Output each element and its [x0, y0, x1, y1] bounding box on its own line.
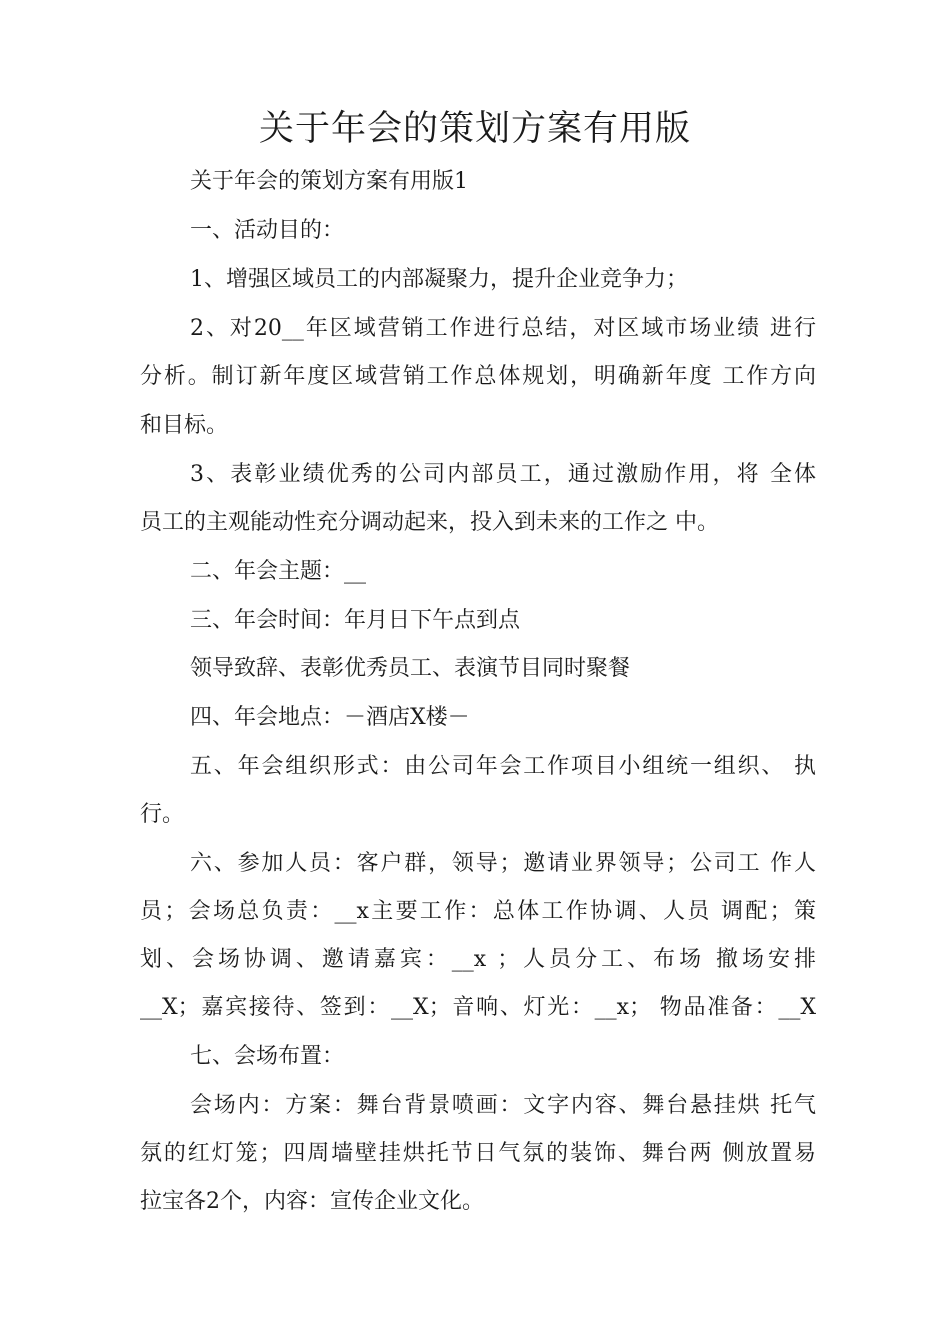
document-subtitle: 关于年会的策划方案有用版1 — [190, 169, 468, 194]
paragraph-line: 员；会场总负责：__x主要工作：总体工作协调、人员 调配；策 — [140, 899, 816, 924]
paragraph-line: 分析。制订新年度区域营销工作总体规划，明确新年度 工作方向 — [140, 364, 816, 389]
paragraph-line: 3、表彰业绩优秀的公司内部员工，通过激励作用，将 全体 — [190, 462, 816, 487]
paragraph-line: __X；嘉宾接待、签到：__X；音响、灯光：__x； 物品准备：__X — [140, 995, 816, 1020]
document-title: 关于年会的策划方案有用版 — [258, 109, 691, 149]
section-heading-purpose: 一、活动目的： — [190, 218, 345, 243]
section-heading-venue: 七、会场布置： — [190, 1044, 345, 1069]
paragraph-line: 1、增强区域员工的内部凝聚力，提升企业竞争力； — [190, 267, 688, 292]
paragraph-line: 划、会场协调、邀请嘉宾：__x ；人员分工、布场 撤场安排 — [140, 947, 816, 972]
section-heading-theme: 二、年会主题：__ — [190, 559, 367, 584]
paragraph-line: 领导致辞、表彰优秀员工、表演节目同时聚餐 — [190, 656, 631, 681]
paragraph-line: 行。 — [140, 802, 185, 827]
paragraph-line: 2、对20__年区域营销工作进行总结，对区域市场业绩 进行 — [190, 316, 816, 341]
paragraph-line: 员工的主观能动性充分调动起来，投入到未来的工作之 中。 — [140, 510, 719, 535]
section-heading-format: 五、年会组织形式：由公司年会工作项目小组统一组织、 执 — [190, 754, 816, 779]
paragraph-line: 会场内：方案：舞台背景喷画：文字内容、舞台悬挂烘 托气 — [190, 1093, 816, 1118]
section-heading-location: 四、年会地点：－酒店X楼－ — [190, 705, 470, 730]
paragraph-line: 氛的红灯笼；四周墙壁挂烘托节日气氛的装饰、舞台两 侧放置易 — [140, 1141, 816, 1166]
paragraph-line: 和目标。 — [140, 413, 229, 438]
section-heading-time: 三、年会时间：年月日下午点到点 — [190, 608, 521, 633]
paragraph-line: 拉宝各2个，内容：宣传企业文化。 — [140, 1189, 484, 1214]
section-heading-participants: 六、参加人员：客户群，领导；邀请业界领导；公司工 作人 — [190, 851, 816, 876]
